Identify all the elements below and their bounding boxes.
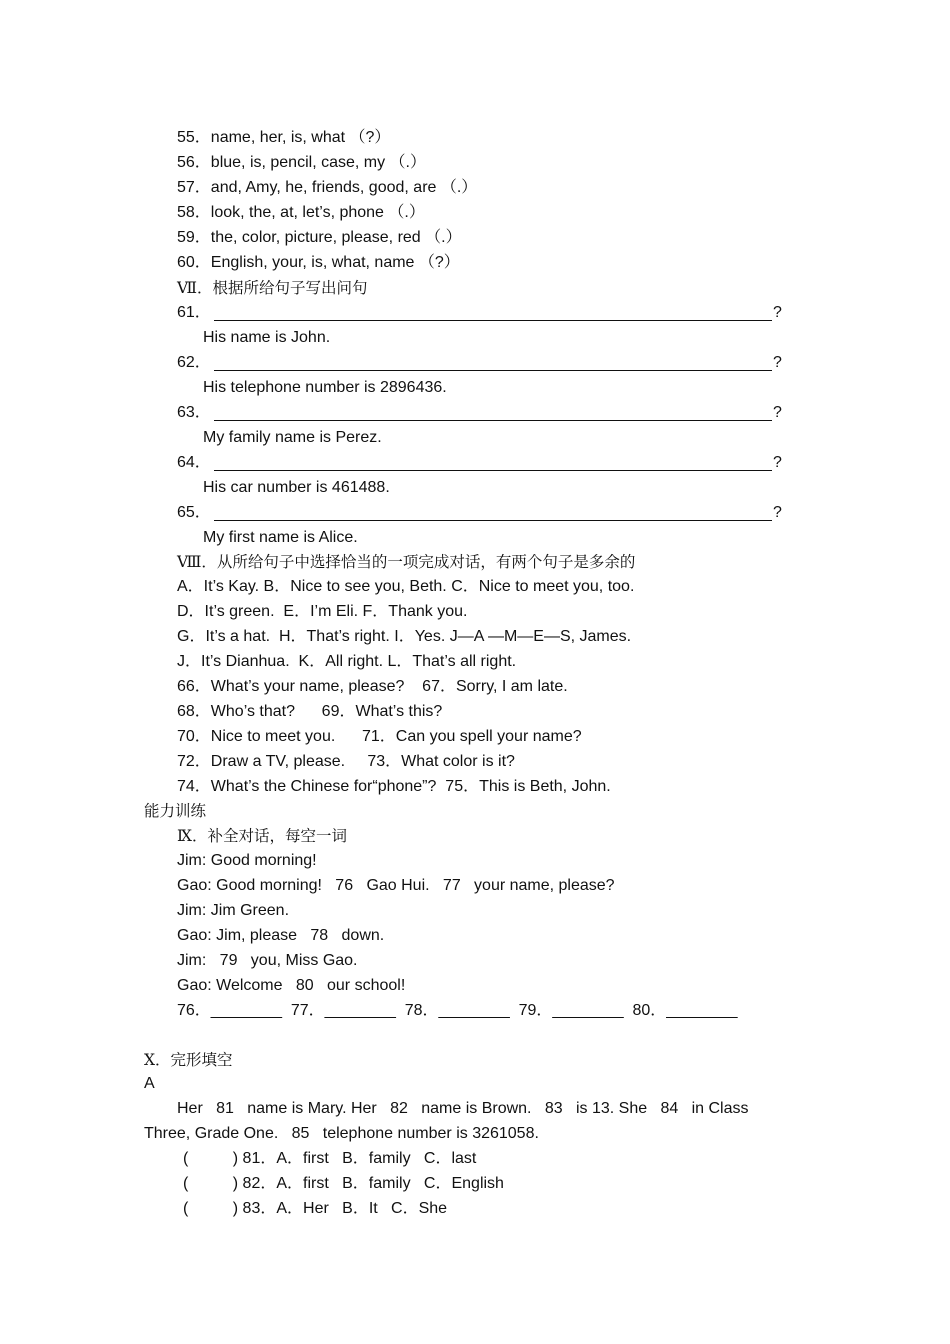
question-65-mark: ? bbox=[773, 504, 782, 521]
passage-line: Her 81 name is Mary. Her 82 name is Brown. 83 is 13. She 84 in Class bbox=[177, 1100, 749, 1117]
question-65-answer: My first name is Alice. bbox=[203, 529, 358, 546]
section9-title: Ⅸ．补全对话，每空一词 bbox=[177, 827, 347, 845]
reorder-item-57: 57．and, Amy, he, friends, good, are （.） bbox=[177, 179, 478, 196]
question-63-answer: My family name is Perez. bbox=[203, 429, 382, 446]
section10-title: Ⅹ．完形填空 bbox=[144, 1051, 233, 1069]
dialogue-question-line: 70．Nice to meet you. 71．Can you spell your name? bbox=[177, 728, 582, 745]
choice-row-81[interactable]: ( ) 81．A．first B．family C．last bbox=[183, 1150, 477, 1167]
part-label: A bbox=[144, 1075, 155, 1092]
dialogue-line: Jim: Good morning! bbox=[177, 852, 317, 869]
question-62-mark: ? bbox=[773, 354, 782, 371]
dialogue-question-line: 68．Who’s that? 69．What’s this? bbox=[177, 703, 443, 720]
answer-line-62[interactable] bbox=[214, 370, 772, 371]
option-line: G．It’s a hat. H．That’s right. I．Yes. J—A —M—E—S, James. bbox=[177, 628, 632, 645]
choice-row-82[interactable]: ( ) 82．A．first B．family C．English bbox=[183, 1175, 504, 1192]
dialogue-question-line: 66．What’s your name, please? 67．Sorry, I am late. bbox=[177, 678, 568, 695]
dialogue-question-line: 74．What’s the Chinese for“phone”? 75．This is Beth, John. bbox=[177, 778, 611, 795]
dialogue-question-line: 72．Draw a TV, please. 73．What color is it? bbox=[177, 753, 515, 770]
choice-row-83[interactable]: ( ) 83．A．Her B．It C．She bbox=[183, 1200, 448, 1217]
answer-line-63[interactable] bbox=[214, 420, 772, 421]
question-65-number: 65． bbox=[177, 504, 211, 521]
question-64-mark: ? bbox=[773, 454, 782, 471]
option-line: D．It’s green. E．I’m Eli. F．Thank you. bbox=[177, 603, 468, 620]
dialogue-line: Gao: Jim, please 78 down. bbox=[177, 927, 385, 944]
question-63-mark: ? bbox=[773, 404, 782, 421]
dialogue-line: Jim: 79 you, Miss Gao. bbox=[177, 952, 358, 969]
question-64-number: 64． bbox=[177, 454, 211, 471]
question-63-number: 63． bbox=[177, 404, 211, 421]
section8-title: Ⅷ．从所给句子中选择恰当的一项完成对话，有两个句子是多余的 bbox=[177, 553, 636, 571]
answer-line-64[interactable] bbox=[214, 470, 772, 471]
passage-line: Three, Grade One. 85 telephone number is 3261058. bbox=[144, 1125, 539, 1142]
answer-blanks-row[interactable]: 76．________ 77．________ 78．________ 79．________ 80．________ bbox=[177, 1002, 738, 1019]
reorder-item-60: 60．English, your, is, what, name （?） bbox=[177, 254, 460, 271]
question-61-answer: His name is John. bbox=[203, 329, 331, 346]
question-61-mark: ? bbox=[773, 304, 782, 321]
option-line: J．It’s Dianhua. K．All right. L．That’s all right. bbox=[177, 653, 517, 670]
question-64-answer: His car number is 461488. bbox=[203, 479, 390, 496]
reorder-item-55: 55．name, her, is, what （?） bbox=[177, 129, 391, 146]
question-62-answer: His telephone number is 2896436. bbox=[203, 379, 447, 396]
ability-heading: 能力训练 bbox=[144, 802, 207, 820]
answer-line-61[interactable] bbox=[214, 320, 772, 321]
section7-title: Ⅶ．根据所给句子写出问句 bbox=[177, 279, 368, 297]
reorder-item-58: 58．look, the, at, let’s, phone （.） bbox=[177, 204, 425, 221]
question-61-number: 61． bbox=[177, 304, 211, 321]
reorder-item-59: 59．the, color, picture, please, red （.） bbox=[177, 229, 462, 246]
dialogue-line: Gao: Good morning! 76 Gao Hui. 77 your name, please? bbox=[177, 877, 615, 894]
dialogue-line: Gao: Welcome 80 our school! bbox=[177, 977, 406, 994]
reorder-item-56: 56．blue, is, pencil, case, my （.） bbox=[177, 154, 426, 171]
question-62-number: 62． bbox=[177, 354, 211, 371]
dialogue-line: Jim: Jim Green. bbox=[177, 902, 290, 919]
answer-line-65[interactable] bbox=[214, 520, 772, 521]
option-line: A．It’s Kay. B．Nice to see you, Beth. C．Nice to meet you, too. bbox=[177, 578, 635, 595]
